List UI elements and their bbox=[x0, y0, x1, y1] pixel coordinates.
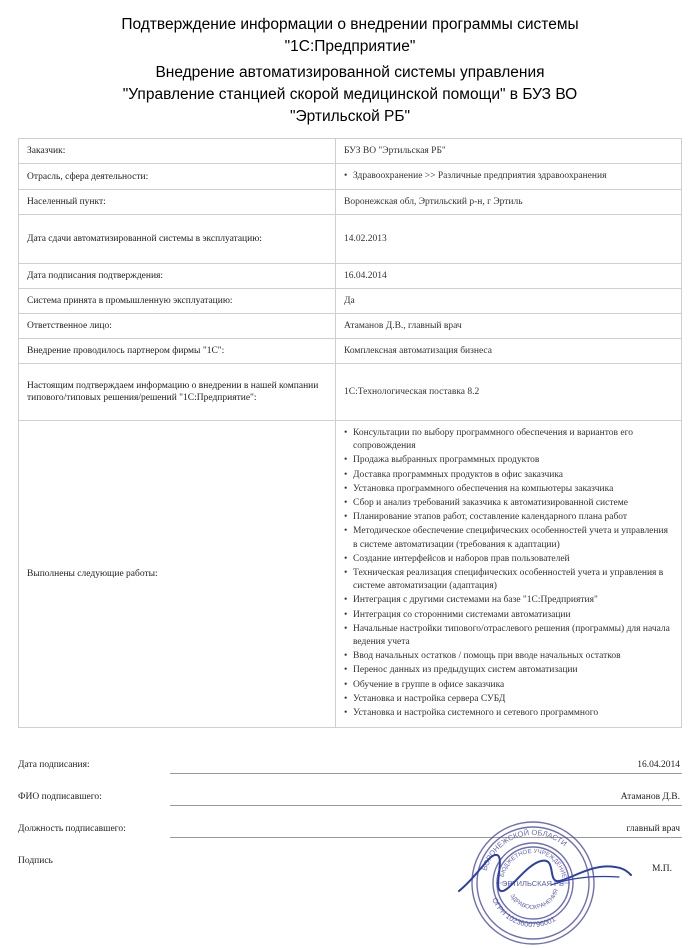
table-row bbox=[19, 314, 682, 339]
row-value-production-accepted: Да bbox=[336, 289, 682, 314]
page-title bbox=[18, 14, 682, 58]
signature-value-position: главный врач bbox=[626, 824, 680, 835]
row-label-confirm-date: Дата подписания подтверждения: bbox=[19, 264, 336, 289]
list-item: • Установка программного обеспечения на компьютеры заказчика bbox=[344, 483, 673, 496]
list-item: • Создание интерфейсов и наборов прав пользователей bbox=[344, 553, 673, 566]
page-subtitle-line-2: "Управление станцией скорой медицинской помощи" в БУЗ ВО bbox=[122, 86, 578, 103]
list-item: • Техническая реализация специфических особенностей учета и управления в системе автоматизации (адаптация) bbox=[344, 567, 673, 593]
svg-text:БЮДЖЕТНОЕ УЧРЕЖДЕНИЕ: БЮДЖЕТНОЕ УЧРЕЖДЕНИЕ bbox=[499, 848, 567, 879]
works-list bbox=[344, 427, 673, 720]
row-value-responsible: Атаманов Д.В., главный врач bbox=[336, 314, 682, 339]
row-label-partner: Внедрение проводилось партнером фирмы "1С": bbox=[19, 339, 336, 364]
row-label-commission-date: Дата сдачи автоматизированной системы в эксплуатацию: bbox=[19, 215, 336, 264]
table-row bbox=[19, 339, 682, 364]
svg-text:ЗДРАВООХРАНЕНИЯ: ЗДРАВООХРАНЕНИЯ bbox=[508, 888, 561, 912]
row-label-solutions: Настоящим подтверждаем информацию о внедрении в нашей компании типового/типовых решения/решений "1С:Предприятие": bbox=[19, 364, 336, 421]
row-value-locality: Воронежская обл, Эртильский р-н, г Эртиль bbox=[336, 190, 682, 215]
list-item: • Начальные настройки типового/отраслевого решения (программы) для начала ведения учета bbox=[344, 623, 673, 649]
table-row bbox=[19, 164, 682, 190]
implementation-info-table bbox=[18, 138, 682, 728]
row-value-confirm-date: 16.04.2014 bbox=[336, 264, 682, 289]
list-item: • Сбор и анализ требований заказчика к автоматизированной системе bbox=[344, 497, 673, 510]
list-item: • Продажа выбранных программных продуктов bbox=[344, 454, 673, 467]
page-title-line-2: "1С:Предприятие" bbox=[284, 38, 416, 55]
table-row bbox=[19, 364, 682, 421]
table-row bbox=[19, 215, 682, 264]
page-subtitle-line-1: Внедрение автоматизированной системы управления bbox=[155, 64, 545, 81]
row-label-responsible: Ответственное лицо: bbox=[19, 314, 336, 339]
list-item: • Перенос данных из предыдущих систем автоматизации bbox=[344, 664, 673, 677]
signature-line-date bbox=[170, 741, 682, 774]
table-row bbox=[19, 264, 682, 289]
table-row-works bbox=[19, 421, 682, 728]
signature-label-date: Дата подписания: bbox=[18, 760, 90, 771]
row-label-customer: Заказчик: bbox=[19, 139, 336, 164]
row-value-industry-cell bbox=[336, 164, 682, 190]
list-item: • Установка и настройка системного и сетевого программного bbox=[344, 707, 673, 720]
signature-row-signature bbox=[18, 838, 682, 875]
svg-text:ОГРН 1023600796001: ОГРН 1023600796001 bbox=[490, 896, 558, 930]
list-item: • Ввод начальных остатков / помощь при вводе начальных остатков bbox=[344, 650, 673, 663]
list-item: • Консультации по выбору программного обеспечения и вариантов его сопровождения bbox=[344, 427, 673, 453]
signature-line-signature bbox=[170, 838, 682, 870]
signature-value-name: Атаманов Д.В. bbox=[620, 792, 680, 803]
page-title-line-1: Подтверждение информации о внедрении программы системы bbox=[121, 16, 579, 33]
signature-label-position: Должность подписавшего: bbox=[18, 824, 126, 835]
row-value-works bbox=[336, 421, 682, 728]
signature-line-name bbox=[170, 773, 682, 806]
signature-row-date bbox=[18, 742, 682, 774]
signature-label-signature: Подпись bbox=[18, 856, 53, 867]
svg-text:ВОРОНЕЖСКОЙ ОБЛАСТИ: ВОРОНЕЖСКОЙ ОБЛАСТИ bbox=[479, 827, 569, 872]
row-value-solutions: 1С:Технологическая поставка 8.2 bbox=[336, 364, 682, 421]
row-label-locality: Населенный пункт: bbox=[19, 190, 336, 215]
list-item: • Интеграция с другими системами на базе "1С:Предприятия" bbox=[344, 594, 673, 607]
signature-block bbox=[18, 742, 682, 875]
signature-value-date: 16.04.2014 bbox=[637, 760, 680, 771]
table-row bbox=[19, 190, 682, 215]
row-value-partner: Комплексная автоматизация бизнеса bbox=[336, 339, 682, 364]
table-row bbox=[19, 289, 682, 314]
list-item: • Планирование этапов работ, составление календарного плана работ bbox=[344, 511, 673, 524]
page-subtitle-line-3: "Эртильской РБ" bbox=[289, 108, 411, 125]
row-value-commission-date: 14.02.2013 bbox=[336, 215, 682, 264]
list-item: • Доставка программных продуктов в офис заказчика bbox=[344, 469, 673, 482]
signature-row-position bbox=[18, 806, 682, 838]
row-label-industry: Отрасль, сфера деятельности: bbox=[19, 164, 336, 190]
list-item: • Обучение в группе в офисе заказчика bbox=[344, 679, 673, 692]
row-label-production-accepted: Система принята в промышленную эксплуатацию: bbox=[19, 289, 336, 314]
signature-line-position bbox=[170, 805, 682, 838]
signature-label-name: ФИО подписавшего: bbox=[18, 792, 102, 803]
svg-text:ЭРТИЛЬСКАЯ РБ: ЭРТИЛЬСКАЯ РБ bbox=[502, 879, 564, 888]
signature-row-name bbox=[18, 774, 682, 806]
list-item: • Методическое обеспечение специфических особенностей учета и управления в системе автоматизации (требования к адаптации) bbox=[344, 525, 673, 551]
row-value-customer: БУЗ ВО "Эртильская РБ" bbox=[336, 139, 682, 164]
row-value-industry: • Здравоохранение >> Различные предприятия здравоохранения bbox=[344, 170, 673, 183]
mp-mark: М.П. bbox=[651, 864, 672, 875]
row-label-works: Выполнены следующие работы: bbox=[19, 421, 336, 728]
list-item: • Установка и настройка сервера СУБД bbox=[344, 693, 673, 706]
list-item: • Интеграция со сторонними системами автоматизации bbox=[344, 609, 673, 622]
page-subtitle bbox=[18, 62, 682, 128]
table-row bbox=[19, 139, 682, 164]
